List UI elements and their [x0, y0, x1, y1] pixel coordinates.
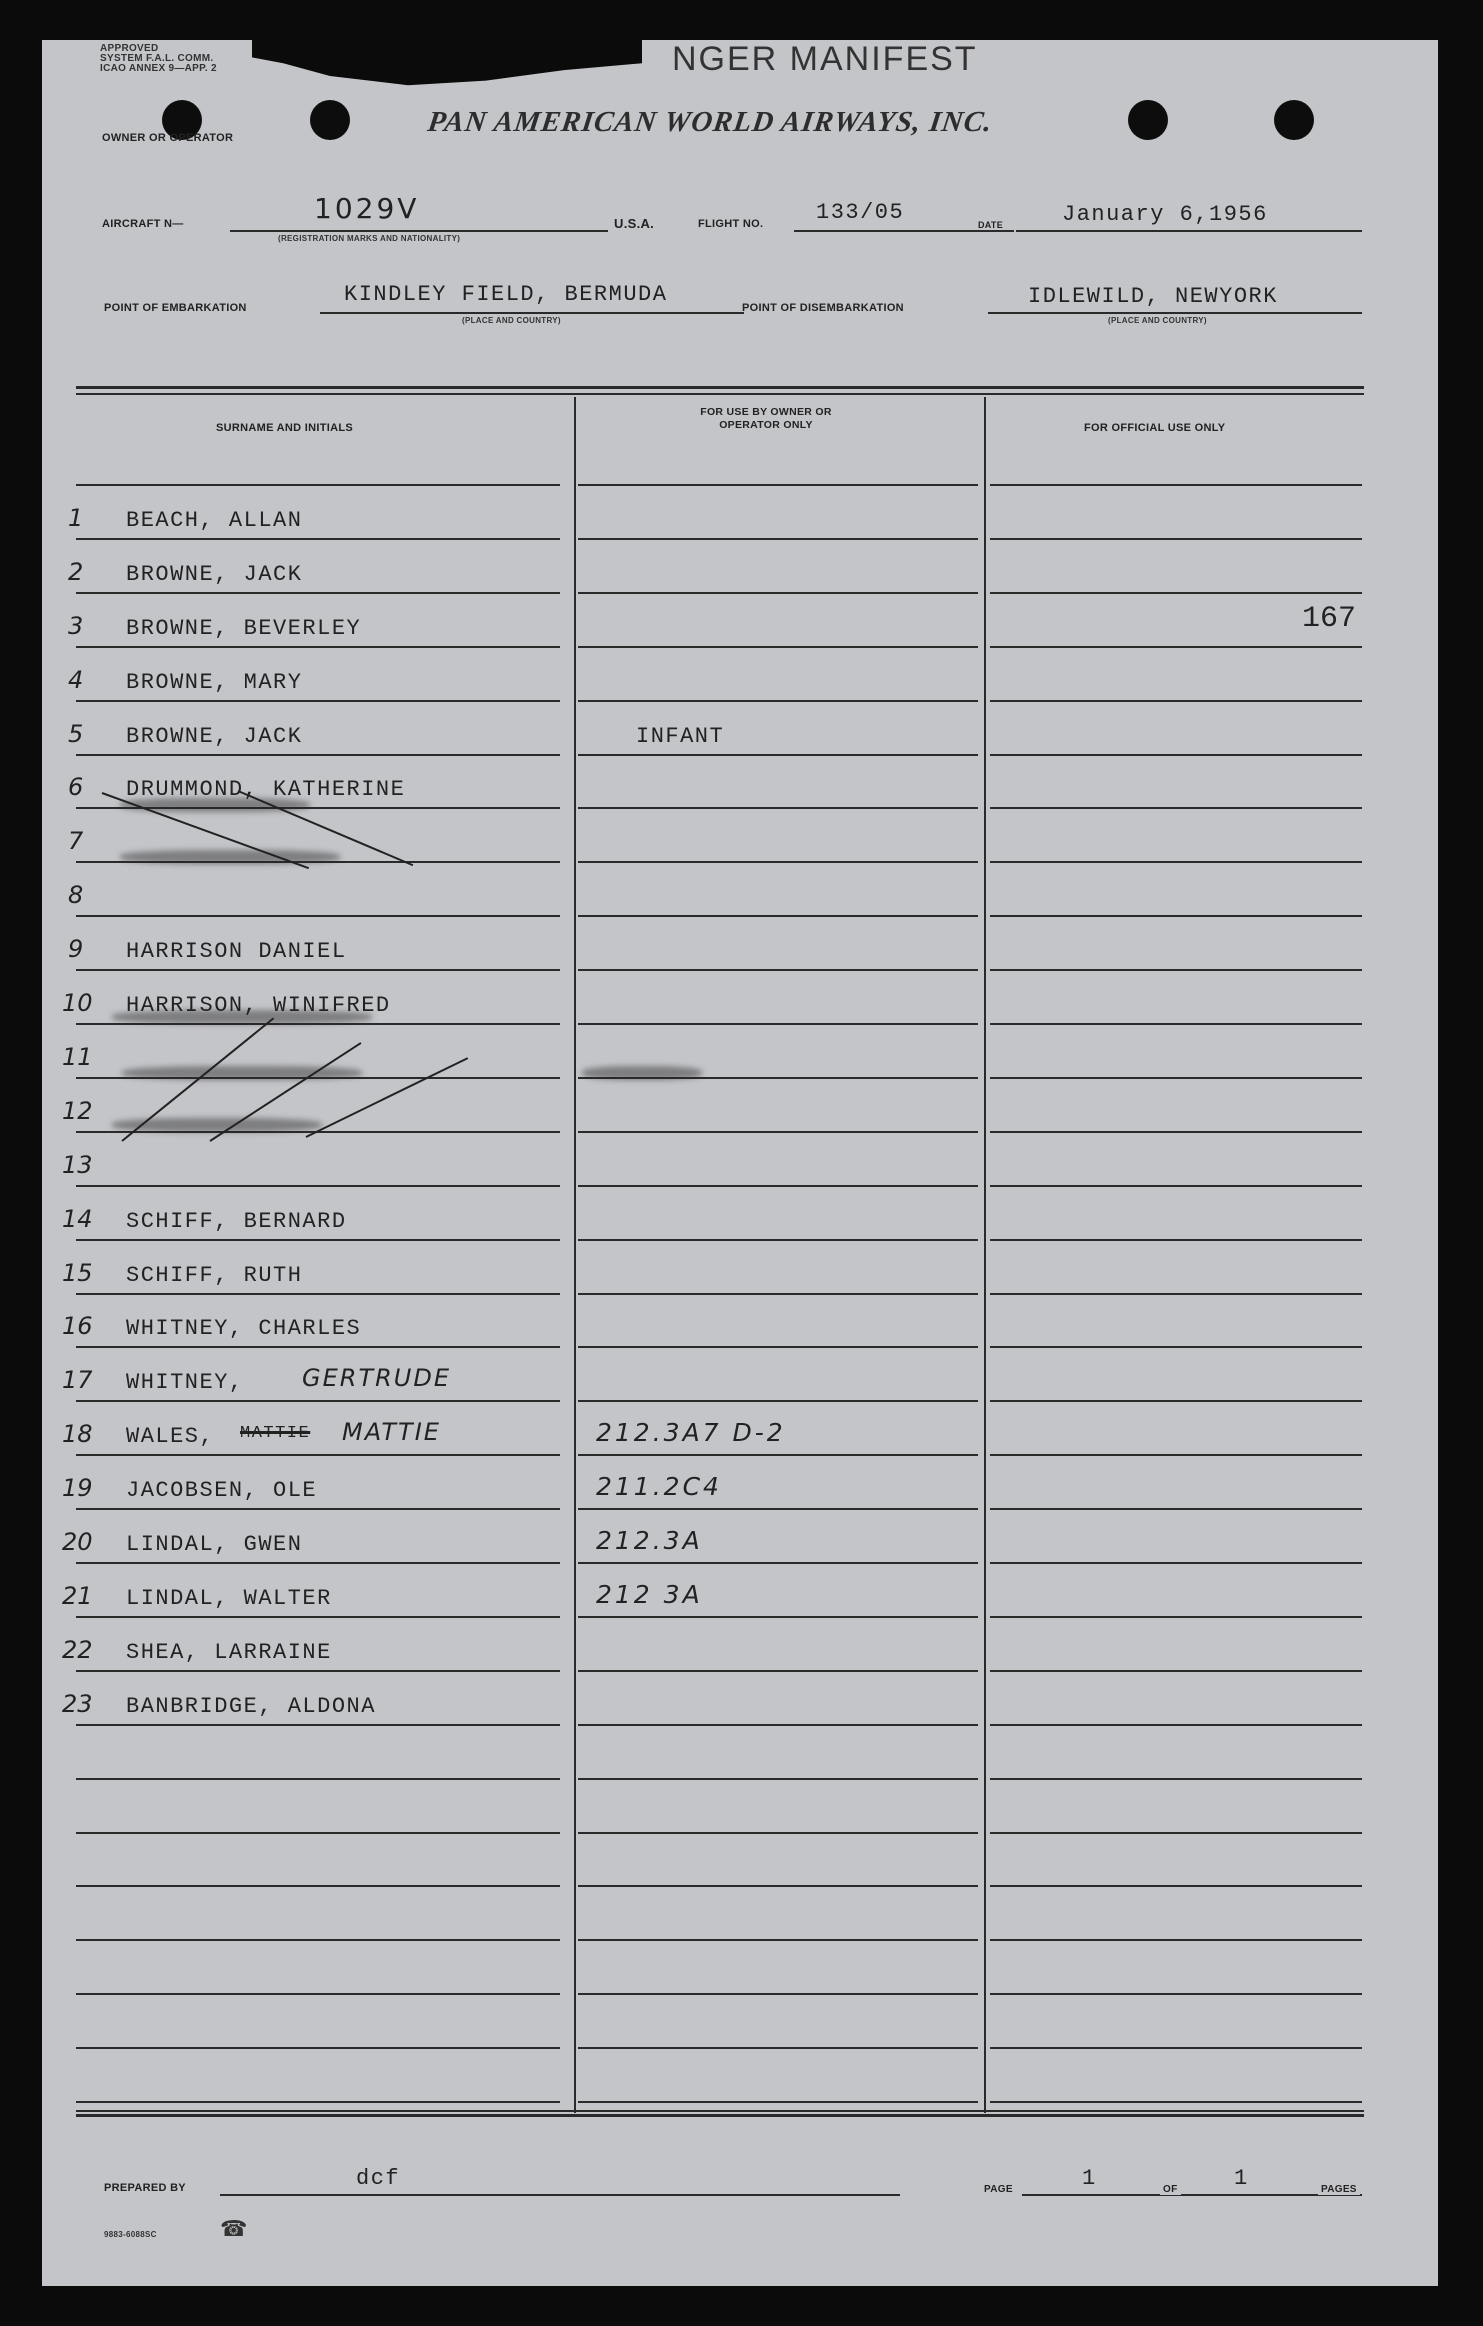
flight-value: 133/05: [816, 200, 905, 225]
page-label: PAGE: [984, 2184, 1013, 2195]
row-rule: [578, 1239, 978, 1241]
passenger-name: JACOBSEN, OLE: [126, 1478, 318, 1503]
row-rule: [990, 1885, 1362, 1887]
row-rule: [990, 538, 1362, 540]
date-label: DATE: [978, 220, 1004, 230]
handwritten-name: GERTRUDE: [302, 1364, 451, 1392]
row-rule: [76, 969, 560, 971]
row-rule: [76, 1562, 560, 1564]
page-line: [1022, 2194, 1362, 2196]
row-rule: [76, 2101, 560, 2103]
embark-label: POINT OF EMBARKATION: [104, 302, 247, 314]
row-rule: [578, 1724, 978, 1726]
flight-label: FLIGHT NO.: [698, 218, 764, 230]
table-bottom-rule: [76, 2110, 1364, 2112]
row-number: 2: [68, 558, 84, 586]
row-rule: [578, 1616, 978, 1618]
row-rule: [990, 592, 1362, 594]
row-number: 12: [62, 1097, 93, 1125]
row-rule: [990, 807, 1362, 809]
row-number: 21: [62, 1582, 93, 1610]
passenger-name: SCHIFF, RUTH: [126, 1263, 303, 1288]
punch-hole: [310, 100, 350, 140]
row-rule: [578, 1670, 978, 1672]
row-rule: [76, 1778, 560, 1780]
passenger-name: HARRISON DANIEL: [126, 939, 347, 964]
row-rule: [990, 1670, 1362, 1672]
row-rule: [578, 754, 978, 756]
row-rule: [990, 1562, 1362, 1564]
embark-line: [320, 312, 744, 314]
of-value: 1: [1234, 2166, 1249, 2191]
owner-note: 212 3A: [596, 1580, 703, 1609]
row-rule: [578, 700, 978, 702]
passenger-name: HARRISON, WINIFRED: [126, 993, 391, 1018]
row-rule: [578, 861, 978, 863]
col-header-surname: SURNAME AND INITIALS: [216, 422, 353, 434]
row-rule: [76, 484, 560, 486]
row-rule: [578, 592, 978, 594]
row-rule: [76, 1670, 560, 1672]
telephone-icon: ☎: [220, 2216, 248, 2241]
aircraft-value: 1029V: [314, 192, 420, 225]
owner-note: 212.3A7 D-2: [596, 1418, 786, 1447]
disembark-value: IDLEWILD, NEWYORK: [1028, 284, 1278, 309]
col-header-official: FOR OFFICIAL USE ONLY: [1084, 422, 1226, 434]
row-number: 9: [68, 935, 84, 963]
row-rule: [578, 969, 978, 971]
row-rule: [578, 538, 978, 540]
passenger-name: BROWNE, MARY: [126, 670, 303, 695]
row-rule: [990, 969, 1362, 971]
redaction-smudge: [112, 1118, 322, 1132]
prepared-value: dcf: [356, 2166, 401, 2191]
row-rule: [990, 484, 1362, 486]
passenger-name: WHITNEY,: [126, 1370, 244, 1395]
row-rule: [990, 1131, 1362, 1133]
airline-name: PAN AMERICAN WORLD AIRWAYS, INC.: [425, 106, 995, 138]
prepared-label: PREPARED BY: [104, 2182, 186, 2194]
approval-note: APPROVED SYSTEM F.A.L. COMM. ICAO ANNEX 9—APP. 2: [100, 43, 217, 74]
row-rule: [578, 484, 978, 486]
row-rule: [990, 1400, 1362, 1402]
usa-label: U.S.A.: [614, 216, 655, 231]
row-rule: [578, 1885, 978, 1887]
row-rule: [76, 592, 560, 594]
table-top-rule-2: [76, 393, 1364, 395]
handwritten-name: MATTIE: [342, 1418, 441, 1446]
row-rule: [76, 1832, 560, 1834]
row-rule: [578, 1778, 978, 1780]
row-number: 22: [62, 1636, 93, 1664]
row-rule: [76, 754, 560, 756]
punch-hole: [1274, 100, 1314, 140]
row-rule: [990, 1454, 1362, 1456]
date-line: [1016, 230, 1362, 232]
row-rule: [76, 1293, 560, 1295]
passenger-name: BANBRIDGE, ALDONA: [126, 1694, 376, 1719]
row-rule: [76, 1185, 560, 1187]
redaction-smudge: [120, 850, 340, 864]
row-number: 1: [68, 504, 84, 532]
row-rule: [990, 1239, 1362, 1241]
row-rule: [76, 700, 560, 702]
row-rule: [578, 915, 978, 917]
passenger-name: BEACH, ALLAN: [126, 508, 303, 533]
column-divider-1: [574, 397, 576, 2113]
row-rule: [578, 1993, 978, 1995]
row-number: 3: [68, 612, 84, 640]
struck-name: MATTIE: [240, 1424, 311, 1443]
row-number: 7: [68, 827, 84, 855]
row-number: 13: [62, 1151, 93, 1179]
passenger-name: WALES,: [126, 1424, 215, 1449]
date-value: January 6,1956: [1062, 202, 1268, 227]
row-rule: [990, 1993, 1362, 1995]
row-rule: [990, 700, 1362, 702]
owner-note: INFANT: [636, 724, 725, 749]
row-rule: [578, 1131, 978, 1133]
col-header-owner: FOR USE BY OWNER OR OPERATOR ONLY: [700, 406, 832, 431]
row-rule: [578, 1023, 978, 1025]
row-rule: [76, 1993, 560, 1995]
pages-label: PAGES: [1318, 2184, 1360, 2195]
row-rule: [990, 1832, 1362, 1834]
passenger-name: LINDAL, GWEN: [126, 1532, 303, 1557]
form-code: 9883-6088SC: [104, 2230, 157, 2239]
of-label: OF: [1160, 2184, 1181, 2195]
row-rule: [76, 1508, 560, 1510]
redaction-smudge: [112, 1010, 372, 1024]
table-top-rule: [76, 386, 1364, 389]
row-rule: [990, 1616, 1362, 1618]
row-rule: [578, 1832, 978, 1834]
page-value: 1: [1082, 2166, 1097, 2191]
row-rule: [578, 1562, 978, 1564]
row-rule: [76, 1454, 560, 1456]
flight-line: [794, 230, 1014, 232]
row-number: 17: [62, 1366, 93, 1394]
row-number: 14: [62, 1205, 93, 1233]
redaction-smudge: [582, 1066, 702, 1080]
row-rule: [76, 646, 560, 648]
row-rule: [578, 1508, 978, 1510]
row-rule: [76, 1616, 560, 1618]
aircraft-label: AIRCRAFT N—: [102, 218, 184, 230]
row-number: 4: [68, 666, 84, 694]
row-number: 20: [62, 1528, 93, 1556]
row-rule: [578, 1454, 978, 1456]
row-rule: [76, 1346, 560, 1348]
row-rule: [990, 1724, 1362, 1726]
row-number: 18: [62, 1420, 93, 1448]
row-rule: [578, 1293, 978, 1295]
row-rule: [76, 1400, 560, 1402]
row-rule: [578, 2101, 978, 2103]
row-rule: [578, 1400, 978, 1402]
row-rule: [990, 1346, 1362, 1348]
owner-note: 211.2C4: [596, 1472, 722, 1501]
row-rule: [578, 646, 978, 648]
row-rule: [76, 1724, 560, 1726]
row-number: 23: [62, 1690, 93, 1718]
row-rule: [578, 2047, 978, 2049]
row-number: 11: [62, 1043, 93, 1071]
row-rule: [990, 861, 1362, 863]
passenger-name: SHEA, LARRAINE: [126, 1640, 332, 1665]
embark-value: KINDLEY FIELD, BERMUDA: [344, 282, 668, 307]
row-number: 10: [62, 989, 93, 1017]
row-number: 5: [68, 720, 84, 748]
row-rule: [990, 1293, 1362, 1295]
row-rule: [990, 646, 1362, 648]
passenger-name: BROWNE, JACK: [126, 562, 303, 587]
row-rule: [578, 1346, 978, 1348]
row-rule: [76, 2047, 560, 2049]
row-rule: [76, 538, 560, 540]
row-number: 6: [68, 773, 84, 801]
row-rule: [990, 1778, 1362, 1780]
row-rule: [990, 1185, 1362, 1187]
passenger-name: BROWNE, BEVERLEY: [126, 616, 362, 641]
owner-note: 212.3A: [596, 1526, 703, 1555]
row-rule: [578, 807, 978, 809]
owner-label: OWNER OR OPERATOR: [102, 132, 234, 144]
row-rule: [990, 2047, 1362, 2049]
punch-hole: [1128, 100, 1168, 140]
table-bottom-rule-2: [76, 2114, 1364, 2117]
torn-corner: [252, 40, 642, 98]
passenger-name: LINDAL, WALTER: [126, 1586, 332, 1611]
passenger-name: SCHIFF, BERNARD: [126, 1209, 347, 1234]
passenger-name: WHITNEY, CHARLES: [126, 1316, 362, 1341]
row-rule: [990, 1939, 1362, 1941]
row-rule: [76, 915, 560, 917]
disembark-line: [988, 312, 1362, 314]
row-rule: [990, 1508, 1362, 1510]
disembark-label: POINT OF DISEMBARKATION: [742, 302, 904, 314]
aircraft-line: [230, 230, 608, 232]
row-rule: [990, 2101, 1362, 2103]
row-rule: [990, 1023, 1362, 1025]
row-number: 8: [68, 881, 84, 909]
row-number: 16: [62, 1312, 93, 1340]
passenger-name: BROWNE, JACK: [126, 724, 303, 749]
row-rule: [990, 754, 1362, 756]
prepared-line: [220, 2194, 900, 2196]
row-rule: [990, 915, 1362, 917]
manifest-sheet: [42, 40, 1438, 2286]
row-number: 19: [62, 1474, 93, 1502]
row-rule: [76, 1885, 560, 1887]
redaction-smudge: [122, 1066, 362, 1080]
row-number: 15: [62, 1259, 93, 1287]
aircraft-sublabel: (REGISTRATION MARKS AND NATIONALITY): [278, 234, 461, 243]
column-divider-2: [984, 397, 986, 2113]
row-rule: [76, 1239, 560, 1241]
form-title: NGER MANIFEST: [672, 40, 978, 78]
disembark-sublabel: (PLACE AND COUNTRY): [1108, 316, 1207, 325]
passenger-name: DRUMMOND, KATHERINE: [126, 777, 406, 802]
row-rule: [76, 1939, 560, 1941]
row-rule: [578, 1939, 978, 1941]
embark-sublabel: (PLACE AND COUNTRY): [462, 316, 561, 325]
row-rule: [578, 1185, 978, 1187]
row-rule: [990, 1077, 1362, 1079]
official-note: 167: [1302, 602, 1357, 636]
